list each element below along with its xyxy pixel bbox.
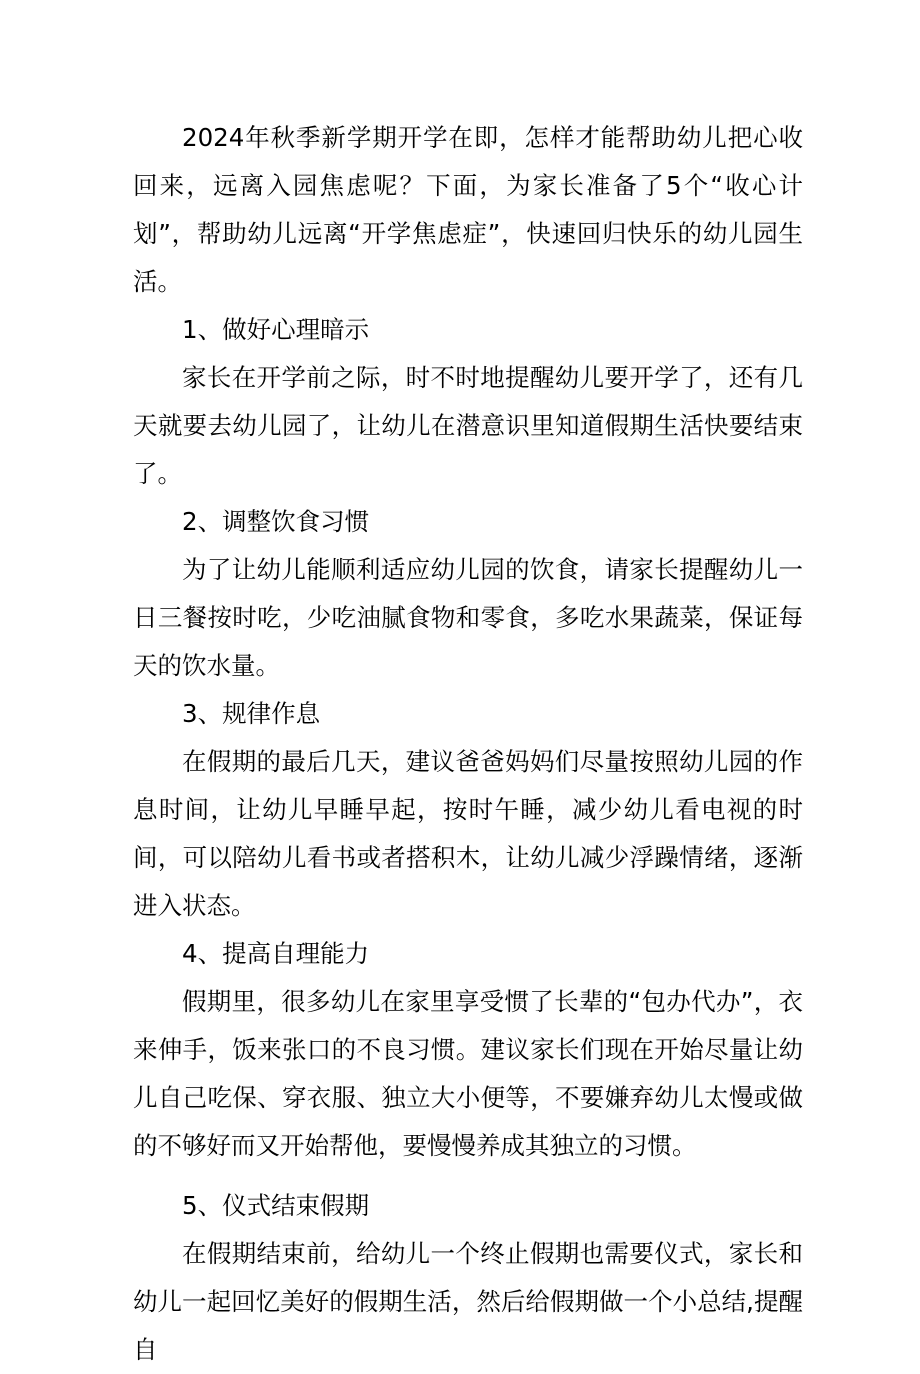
intro-paragraph: 2024年秋季新学期开学在即，怎样才能帮助幼儿把心收回来，远离入园焦虑呢？下面，为家长准备了5个“收心计划”，帮助幼儿远离“开学焦虑症”，快速回归快乐的幼儿园生活。 — [133, 123, 803, 296]
section-heading-1: 1、做好心理暗示 — [182, 315, 370, 344]
section-body-5: 在假期结束前，给幼儿一个终止假期也需要仪式，家长和幼儿一起回忆美好的假期生活，然后给假期做一个小总结,提醒自 — [133, 1239, 803, 1364]
section-body-2: 为了让幼儿能顺利适应幼儿园的饮食，请家长提醒幼儿一日三餐按时吃，少吃油腻食物和零食，多吃水果蔬菜，保证每天的饮水量。 — [133, 555, 803, 680]
section-body-1: 家长在开学前之际，时不时地提醒幼儿要开学了，还有几天就要去幼儿园了，让幼儿在潜意识里知道假期生活快要结束了。 — [133, 363, 803, 488]
section-heading-5: 5、仪式结束假期 — [182, 1191, 370, 1220]
section-heading-4: 4、提高自理能力 — [182, 939, 370, 968]
section-heading-3: 3、规律作息 — [182, 699, 321, 728]
section-heading-2: 2、调整饮食习惯 — [182, 507, 370, 536]
section-body-4: 假期里，很多幼儿在家里享受惯了长辈的“包办代办”，衣来伸手，饭来张口的不良习惯。建议家长们现在开始尽量让幼儿自己吃保、穿衣服、独立大小便等，不要嫌弃幼儿太慢或做的不够好而又开始帮他，要慢慢养成其独立的习惯。 — [133, 987, 803, 1160]
section-body-3: 在假期的最后几天，建议爸爸妈妈们尽量按照幼儿园的作息时间，让幼儿早睡早起，按时午睡，减少幼儿看电视的时间，可以陪幼儿看书或者搭积木，让幼儿减少浮躁情绪，逐渐进入状态。 — [133, 747, 803, 920]
document-page — [133, 114, 803, 1374]
